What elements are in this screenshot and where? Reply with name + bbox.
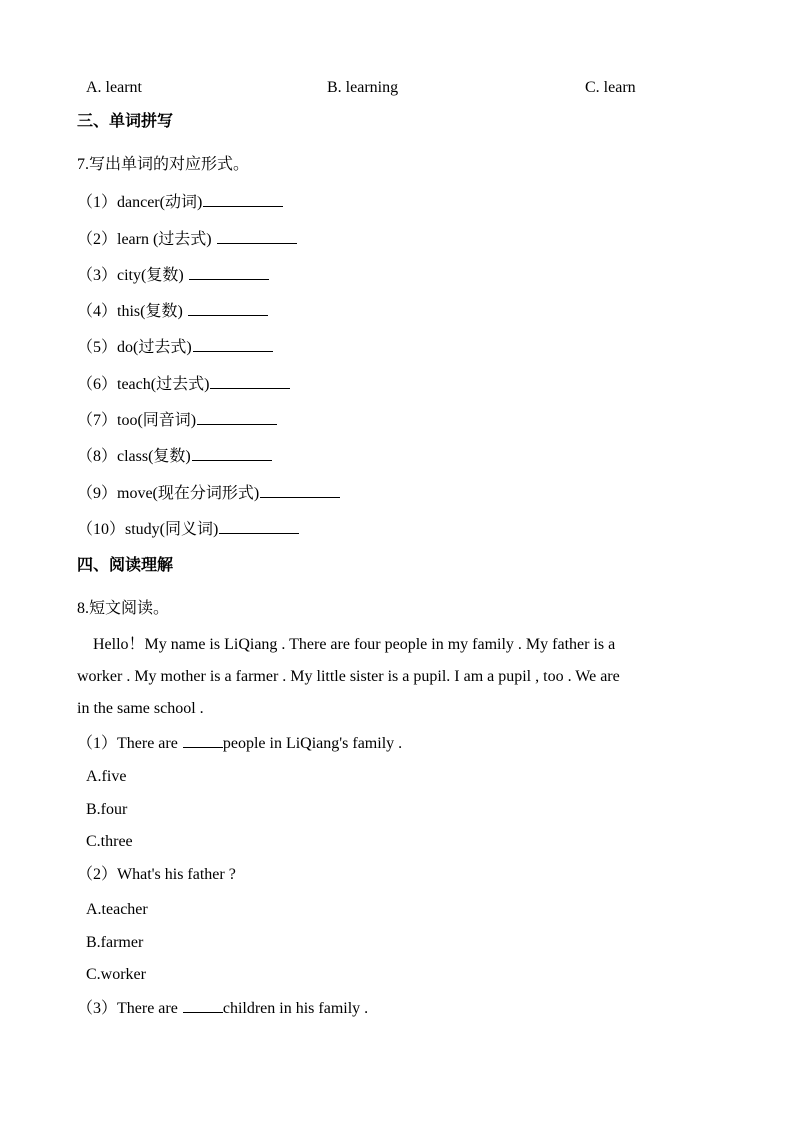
q7-item-8-text: （8）class(复数): [77, 448, 191, 465]
q6-option-c: C. learn: [585, 79, 636, 96]
q8-sub-1-option-c: C.three: [86, 833, 133, 850]
q8-sub-1-option-b: B.four: [86, 801, 128, 818]
q7-item-3: [77, 265, 269, 286]
q7-item-5-text: （5）do(过去式): [77, 339, 192, 356]
q7-item-2-text: （2）learn (过去式): [77, 231, 212, 248]
answer-blank[interactable]: [203, 192, 283, 207]
q7-item-2: [77, 229, 297, 250]
q7-item-10: [77, 519, 299, 540]
q8-sub-3: [77, 998, 368, 1019]
q8-sub-2-option-c: C.worker: [86, 966, 146, 983]
q7-item-4: [77, 301, 268, 322]
passage-line-3: in the same school .: [77, 700, 204, 717]
passage-line-1: Hello！My name is LiQiang . There are four people in my family . My father is a: [93, 636, 616, 653]
q7-item-3-text: （3）city(复数): [77, 267, 184, 284]
q8-sub-1: [77, 733, 402, 754]
q8-sub-1-option-a: A.five: [86, 768, 127, 785]
q7-item-1: [77, 192, 283, 213]
answer-blank[interactable]: [210, 374, 290, 389]
q7-item-7: [77, 410, 277, 431]
answer-blank[interactable]: [197, 410, 277, 425]
answer-blank[interactable]: [219, 519, 299, 534]
q8-sub-3-before: （3）There are: [77, 1000, 182, 1017]
answer-blank[interactable]: [189, 265, 269, 280]
q7-item-9: [77, 483, 340, 504]
q8-sub-3-after: children in his family .: [222, 1000, 369, 1017]
q7-item-8: [77, 446, 272, 467]
q6-option-b: B. learning: [327, 79, 399, 96]
q8-sub-2: （2）What's his father ?: [77, 866, 236, 883]
q7-item-4-text: （4）this(复数): [77, 303, 183, 320]
answer-blank[interactable]: [260, 483, 340, 498]
answer-blank[interactable]: [188, 301, 268, 316]
q7-item-6: [77, 374, 290, 395]
q7-item-10-text: （10）study(同义词): [77, 521, 219, 538]
q7-item-9-text: （9）move(现在分词形式): [77, 485, 260, 502]
q8-prompt: 8.短文阅读。: [77, 600, 170, 617]
answer-blank[interactable]: [192, 446, 272, 461]
q8-sub-1-after: people in LiQiang's family .: [222, 735, 403, 752]
section4-title: 四、阅读理解: [77, 557, 174, 574]
q7-item-5: [77, 337, 273, 358]
q8-sub-2-option-b: B.farmer: [86, 934, 144, 951]
q6-option-a: A. learnt: [86, 79, 142, 96]
answer-blank[interactable]: [193, 337, 273, 352]
q7-item-6-text: （6）teach(过去式): [77, 376, 210, 393]
answer-blank[interactable]: [183, 998, 223, 1013]
answer-blank[interactable]: [217, 229, 297, 244]
section3-title: 三、单词拼写: [77, 113, 174, 130]
q7-item-1-text: （1）dancer(动词): [77, 194, 203, 211]
passage-line-2: worker . My mother is a farmer . My little sister is a pupil. I am a pupil , too . We are: [77, 668, 620, 685]
q7-prompt: 7.写出单词的对应形式。: [77, 156, 250, 173]
answer-blank[interactable]: [183, 733, 223, 748]
q8-sub-2-option-a: A.teacher: [86, 901, 148, 918]
q7-item-7-text: （7）too(同音词): [77, 412, 197, 429]
q8-sub-1-before: （1）There are: [77, 735, 182, 752]
